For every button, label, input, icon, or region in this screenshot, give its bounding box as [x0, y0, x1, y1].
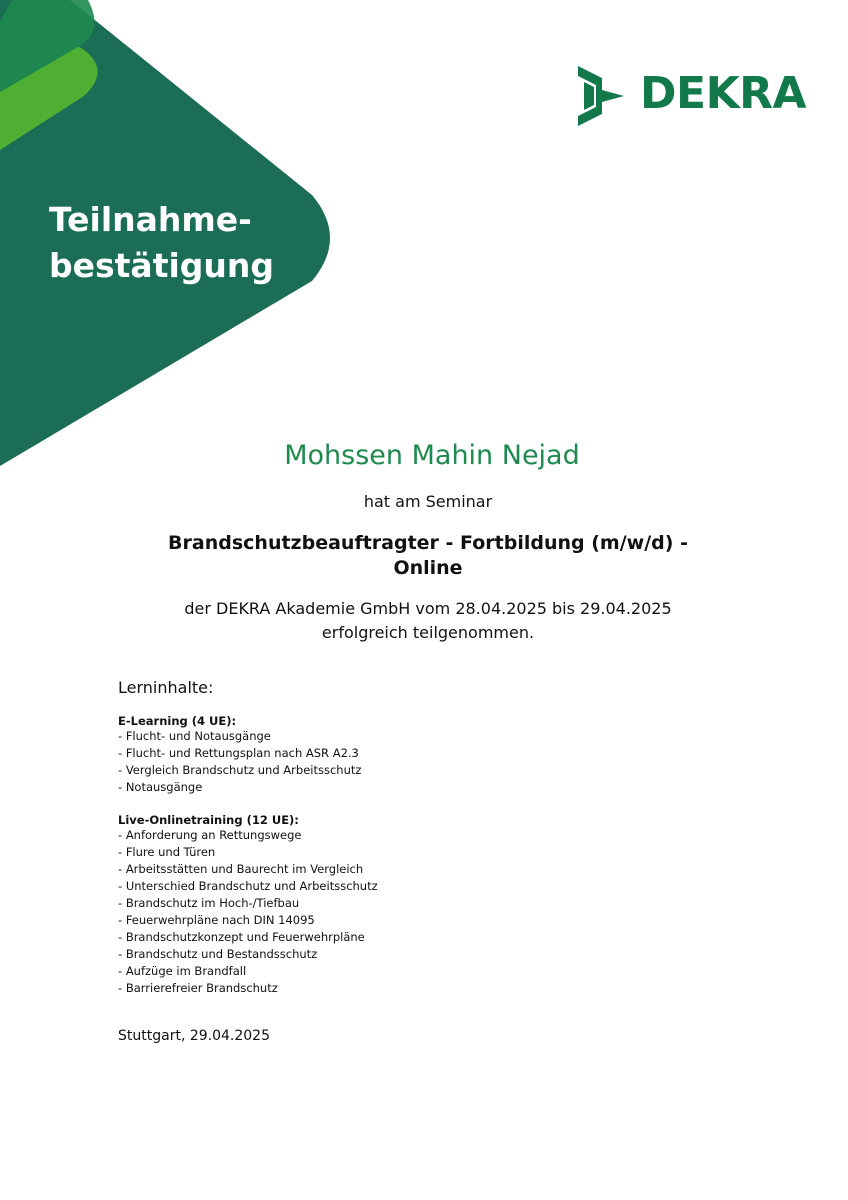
participant-name: Mohssen Mahin Nejad: [284, 440, 580, 471]
list-item: - Brandschutz im Hoch-/Tiefbau: [118, 895, 718, 912]
place-date: Stuttgart, 29.04.2025: [118, 1028, 270, 1044]
list-item: - Aufzüge im Brandfall: [118, 963, 718, 980]
page-title-line2: bestätigung: [49, 246, 275, 285]
dekra-logo-text: DEKRA: [640, 68, 807, 119]
list-item: - Notausgänge: [118, 779, 718, 796]
list-item: - Barrierefreier Brandschutz: [118, 980, 718, 997]
page-title-line1: Teilnahme-: [49, 200, 252, 239]
learning-group-list: [118, 827, 718, 997]
learning-title: Lerninhalte:: [118, 678, 214, 697]
seminar-intro: hat am Seminar: [363, 492, 493, 511]
provider-line1: der DEKRA Akademie GmbH vom 28.04.2025 bis 29.04.2025: [184, 599, 672, 618]
learning-content: [118, 676, 718, 997]
seminar-title-line2: Online: [393, 557, 463, 579]
learning-group-title: Live-Onlinetraining (12 UE):: [118, 813, 299, 827]
list-item: - Arbeitsstätten und Baurecht im Vergleich: [118, 861, 718, 878]
provider-text: [0, 597, 848, 645]
page-title: [49, 197, 339, 289]
list-item: - Anforderung an Rettungswege: [118, 827, 718, 844]
seminar-title-line1: Brandschutzbeauftragter - Fortbildung (m/w/d) -: [168, 532, 688, 554]
list-item: - Flure und Türen: [118, 844, 718, 861]
list-item: - Flucht- und Rettungsplan nach ASR A2.3: [118, 745, 718, 762]
provider-line2: erfolgreich teilgenommen.: [321, 623, 535, 642]
list-item: - Vergleich Brandschutz und Arbeitsschutz: [118, 762, 718, 779]
seminar-title: [0, 531, 848, 581]
learning-group: [118, 813, 718, 997]
list-item: - Unterschied Brandschutz und Arbeitsschutz: [118, 878, 718, 895]
learning-group-list: [118, 728, 718, 796]
list-item: - Brandschutzkonzept und Feuerwehrpläne: [118, 929, 718, 946]
list-item: - Flucht- und Notausgänge: [118, 728, 718, 745]
list-item: - Feuerwehrpläne nach DIN 14095: [118, 912, 718, 929]
learning-group: [118, 714, 718, 796]
learning-group-title: E-Learning (4 UE):: [118, 714, 237, 728]
list-item: - Brandschutz und Bestandsschutz: [118, 946, 718, 963]
